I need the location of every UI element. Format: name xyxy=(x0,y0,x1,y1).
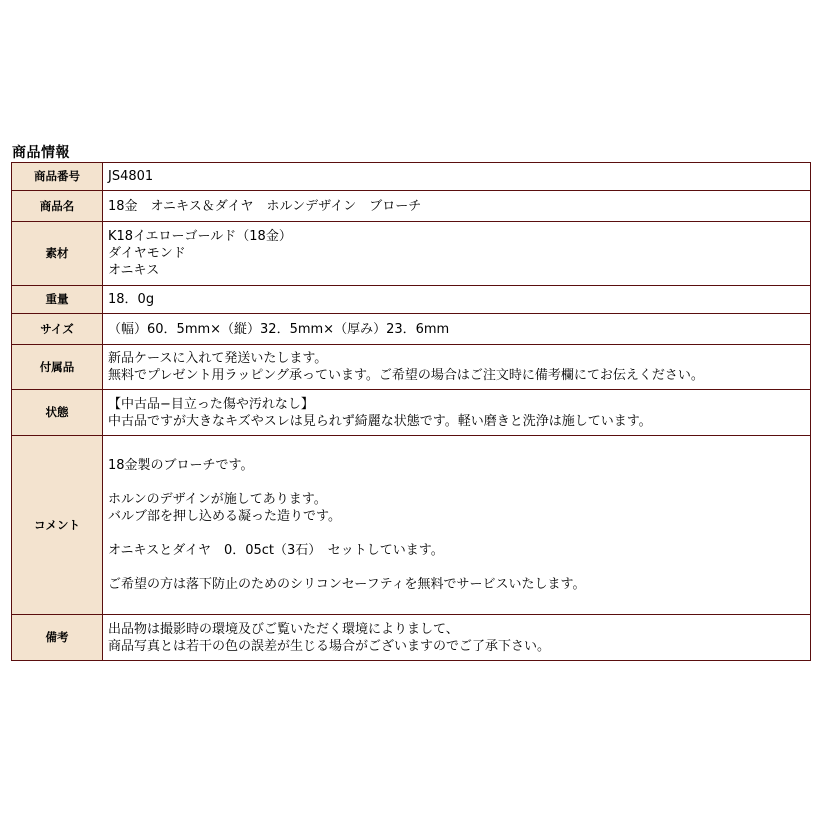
condition-line: 中古品ですが大きなキズやスレは見られず綺麗な状態です。軽い磨きと洗浄は施しています。 xyxy=(108,413,652,429)
row-product-code xyxy=(12,163,811,191)
row-accessories xyxy=(12,345,811,390)
row-material xyxy=(12,222,811,286)
material-line: K18イエローゴールド（18金） xyxy=(108,229,292,244)
row-weight xyxy=(12,286,811,314)
label-product-code: 商品番号 xyxy=(12,163,103,191)
row-size xyxy=(12,314,811,345)
value-product-code: JS4801 xyxy=(103,163,811,191)
comment-spacer xyxy=(108,474,810,491)
accessories-line: 無料でプレゼント用ラッピング承っています。ご希望の場合はご注文時に備考欄にてお伝えください。 xyxy=(108,368,704,383)
value-remarks xyxy=(103,615,811,661)
value-material xyxy=(103,222,811,286)
material-line: ダイヤモンド xyxy=(108,246,186,261)
row-condition xyxy=(12,390,811,436)
label-accessories: 付属品 xyxy=(12,345,103,390)
label-weight: 重量 xyxy=(12,286,103,314)
label-product-name: 商品名 xyxy=(12,191,103,222)
value-comment xyxy=(103,436,811,615)
comment-line: オニキスとダイヤ 0．05ct（3石） セットしています。 xyxy=(108,543,444,558)
value-size: （幅）60．5mm×（縦）32．5mm×（厚み）23．6mm xyxy=(103,314,811,345)
label-comment: コメント xyxy=(12,436,103,615)
row-comment xyxy=(12,436,811,615)
remarks-line: 商品写真とは若干の色の誤差が生じる場合がございますのでご了承下さい。 xyxy=(108,638,551,654)
condition-line: 【中古品−目立った傷や汚れなし】 xyxy=(108,396,314,412)
label-remarks: 備考 xyxy=(12,615,103,661)
comment-line: ホルンのデザインが施してあります。 xyxy=(108,492,327,507)
label-size: サイズ xyxy=(12,314,103,345)
label-material: 素材 xyxy=(12,222,103,286)
comment-line: 18金製のブローチです。 xyxy=(108,458,254,473)
comment-line: バルブ部を押し込める凝った造りです。 xyxy=(108,509,341,524)
label-condition: 状態 xyxy=(12,390,103,436)
remarks-line: 出品物は撮影時の環境及びご覧いただく環境によりまして、 xyxy=(108,621,459,637)
comment-spacer xyxy=(108,559,810,576)
section-title: 商品情報 xyxy=(12,145,70,161)
product-info-table xyxy=(11,162,811,661)
value-condition xyxy=(103,390,811,436)
value-weight: 18．0g xyxy=(103,286,811,314)
row-remarks xyxy=(12,615,811,661)
comment-spacer xyxy=(108,525,810,542)
row-product-name xyxy=(12,191,811,222)
accessories-line: 新品ケースに入れて発送いたします。 xyxy=(108,351,328,366)
value-accessories xyxy=(103,345,811,390)
material-line: オニキス xyxy=(108,263,160,278)
value-product-name: 18金 オニキス＆ダイヤ ホルンデザイン ブローチ xyxy=(103,191,811,222)
comment-line: ご希望の方は落下防止のためのシリコンセーフティを無料でサービスいたします。 xyxy=(108,577,586,592)
